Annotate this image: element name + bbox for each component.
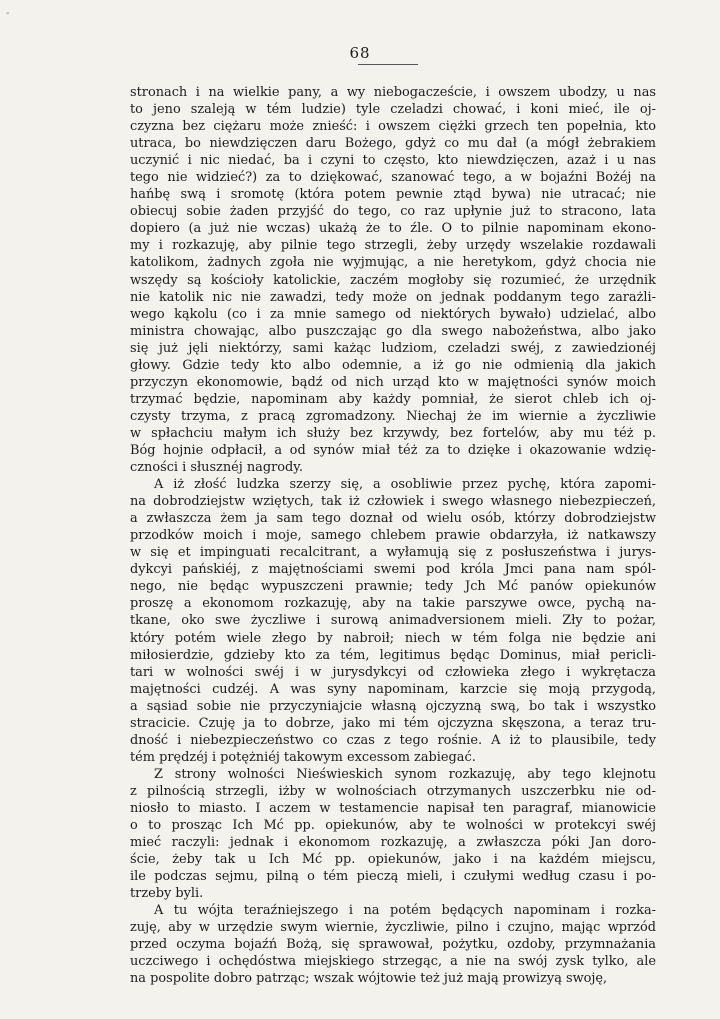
text-line: tém prędzéj i potężniéj takowym excessom zabiegać.	[130, 749, 476, 765]
paragraph	[130, 902, 656, 987]
page-number: 68	[349, 44, 371, 62]
body-text	[130, 84, 656, 987]
text-line: ministra chowając, albo puszczając go dla swego nabożeństwa, albo jako	[130, 323, 656, 339]
text-line: ile podczas sejmu, pilną o tém pieczą mieli, i czułymi według czasu i po-	[130, 869, 656, 885]
text-line: ście, żeby tak u Ich Mć pp. opiekunów, jako i na każdém miejscu,	[130, 852, 656, 868]
text-line: przyczyn ekonomowie, bądź od nich urząd kto w majętności synów moich	[130, 374, 656, 390]
text-line: proszę a ekonomom rozkazuję, aby na takie parszywe owce, pychą na-	[130, 596, 656, 612]
text-line: czności i słusznéj nagrody.	[130, 460, 303, 476]
text-line: a zwłaszcza żem ja sam tego doznał od wielu osób, którzy dobrodziejstw	[130, 511, 656, 527]
text-line: mieć raczyli: jednak i ekonomom rozkazuję, a zwłaszcza póki Jan doro-	[130, 835, 656, 851]
text-line: nie katolik nic nie zawadzi, tedy może on jednak poddanym tego zarażli-	[130, 289, 656, 305]
text-line: wszędy są kościoły katolickie, zaczém mogłoby się rozumieć, że urzędnik	[130, 272, 656, 288]
text-line: my i rozkazuję, aby pilnie tego strzegli, żeby urzędy wszelakie rozdawali	[130, 238, 656, 254]
text-line: trzymać będzie, napominam aby każdy pomniał, że sierot chleb ich oj-	[130, 391, 656, 407]
text-line: niosło to miasto. I aczem w testamencie napisał ten paragraf, mianowicie	[130, 800, 656, 816]
text-line: w spłachciu małym ich służy bez krzywdy, bez fortelów, aby mu téż p.	[130, 425, 656, 441]
text-line: A tu wójta teraźniejszego i na potém będących napominam i rozka-	[154, 903, 656, 919]
text-line: nego, nie będąc wypuszczeni prawnie; tedy Jch Mć panów opiekunów	[130, 579, 656, 595]
text-line: trzeby byli.	[130, 886, 204, 902]
text-line: przed oczyma bojaźń Bożą, się sprawował, pożytku, ozdoby, przymnażania	[130, 937, 656, 953]
text-line: A iż złość ludzka szerzy się, a osobliwie przez pychę, która zapomi-	[154, 477, 656, 493]
text-line: wego kąkolu (co i za mnie samego od niektórych bywało) udzielać, albo	[130, 306, 656, 322]
text-line: Bóg hojnie odpłacił, a od synów miał téż za to dzięke i okazowanie wdzię-	[130, 442, 656, 458]
text-line: o to prosząc Ich Mć pp. opiekunów, aby te wolności w protekcyi swéj	[130, 818, 656, 834]
text-line: tego nie widzieć?) za to dziękować, szanować tego, a w bojaźni Bożéj na	[130, 170, 656, 186]
text-line: to jeno szaleją w tém ludzie) tyle czeladzi chować, i koni mieć, ile oj-	[130, 102, 656, 118]
text-line: hańbę swą i sromotę (która potem pewnie ztąd bywa) nie utracać; nie	[130, 187, 656, 203]
text-line: który potém wiele złego by nabroił; niech w tém folga nie będzie ani	[130, 630, 656, 646]
text-line: czyzna bez ciężaru może znieść: i owszem ciężki grzech ten popełnia, kto	[130, 119, 656, 135]
text-line: się już jęli niektórzy, sami każąc ludziom, czeladzi swéj, z zawiedzionéj	[130, 340, 656, 356]
text-line: dykcyi pańskiéj, z majętnościami swemi pod króla Jmci pana nam spól-	[130, 562, 656, 578]
text-line: z pilnością strzegli, iżby w wolnościach otrzymanych uszczerbku nie od-	[130, 783, 656, 799]
text-line: utraca, bo niewdzięczen daru Bożego, gdyż co mu dał (a mógł żebrakiem	[130, 136, 656, 152]
text-line: dność i niebezpieczeństwo co czas z tego rośnie. A iż to plausibile, tedy	[130, 732, 656, 748]
text-line: katolikom, żadnych zgoła nie wyjmując, a nie heretykom, gdyż chocia nie	[130, 255, 656, 271]
text-line: Z strony wolności Nieświeskich synom rozkazuję, aby tego klejnotu	[154, 766, 656, 782]
text-line: majętności cudzéj. A was syny napominam, karzcie się moją przygodą,	[130, 681, 656, 697]
text-line: obiecuj sobie żaden przyjść do tego, co raz upłynie już to stracono, lata	[130, 204, 656, 220]
text-line: przodków moich i moje, samego chlebem prawie obdarzyła, iż natkawszy	[130, 528, 656, 544]
text-line: na dobrodziejstw wziętych, tak iż człowiek i swego własnego niebezpieczeń,	[130, 494, 656, 510]
text-line: dopiero (a już nie wczas) ukażą że to źle. O to pilnie napominam ekono-	[130, 221, 656, 237]
margin-mark: -	[6, 8, 10, 19]
text-line: stracicie. Czuję ja to dobrze, jako mi tém ojczyzna skęszona, a teraz tru-	[130, 715, 656, 731]
text-line: głowy. Gdzie tedy kto albo odemnie, a iż go nie odmienią dla jakich	[130, 357, 656, 373]
text-line: stronach i na wielkie pany, a wy niebogaczeście, i owszem ubodzy, u nas	[130, 85, 656, 100]
page-number-rule	[358, 64, 418, 65]
text-line: tari w wolności swéj i w jurysdykcyi od człowieka złego i wykrętacza	[130, 664, 656, 680]
text-line: uczynić i nic niedać, ba i czyni to często, kto niewdzięczen, azaż i u nas	[130, 153, 656, 169]
text-line: czysty trzyma, z pracą zgromadzony. Niechaj że im wiernie a życzliwie	[130, 408, 656, 424]
text-line: a sąsiad sobie nie przyczyniajcie własną ojczyzną swą, bo tak i wszystko	[130, 698, 656, 714]
text-line: w się et impinguati recalcitrant, a wyłamują się z posłuszeństwa i jurys-	[130, 545, 656, 561]
paragraph	[130, 476, 656, 766]
text-line: miłosierdzie, gdzieby kto za tém, legitimus będąc Dominus, miał pericli-	[130, 647, 656, 663]
text-line: zuję, aby w urzędzie swym wiernie, życzliwie, pilno i czujno, mając wprzód	[130, 920, 656, 936]
text-line: tkane, oko swe życzliwe i surową animadversionem mieli. Zły to pożar,	[130, 613, 656, 629]
paragraph	[130, 84, 656, 476]
text-line: na pospolite dobro patrząc; wszak wójtowie też już mają prowizyą swoję,	[130, 971, 608, 987]
text-line: uczciwego i ochędóstwa miejskiego strzegąc, a nie na swój zysk tylko, ale	[130, 954, 656, 970]
paragraph	[130, 766, 656, 902]
